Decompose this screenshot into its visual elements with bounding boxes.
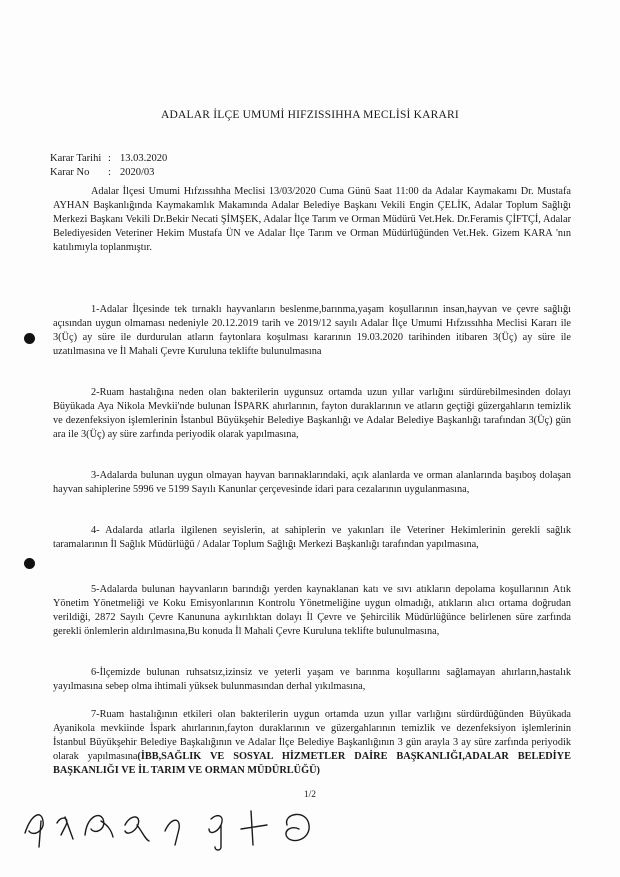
decision-item-2: 2-Ruam hastalığına neden olan bakterilerin uygunsuz ortamda uzun yıllar varlığını sürdürebilmesinden dolayı Büyükada Aya Nikola Mevkii'nde bulunan İSPARK ahırlarının, fayton duraklarının ve atların geçtiği güzergahların temizlik ve dezenfeksiyon işlemlerinin İstanbul Büyükşehir Belediye Başkanlığı ve Adalar Belediye Başkanlığı tarafından 3(Üç) gün ara ile 3(Üç) ay süre zarfında periyodik olarak yapılmasına, <box>53 387 571 440</box>
decision-no-label: Karar No <box>50 167 90 178</box>
decision-date-label: Karar Tarihi <box>50 153 102 164</box>
decision-date-row <box>50 153 167 164</box>
decision-no-colon: : <box>108 167 111 178</box>
handwritten-signatures <box>15 795 355 855</box>
decision-item-7 <box>53 708 571 778</box>
intro-paragraph: Adalar İlçesi Umumi Hıfzıssıhha Meclisi 13/03/2020 Cuma Günü Saat 11:00 da Adalar Kaymakamı Dr. Mustafa AYHAN Başkanlığında Kaymakamlık Makamında Adalar Belediye Başkanı Vekili Engin ÇELİK, Adalar Toplum Sağlığı Merkezi Başkanı Vekili Dr.Bekir Necati ŞİMŞEK, Adalar İlçe Tarım ve Orman Müdürü Vet.Hek. Dr.Feramis ÇİFTÇİ, Adalar Belediyesiden Veteriner Hekim Mustafa ÜN ve Adalar İlçe Tarım ve Orman Müdürlüğünden Vet.Hek. Gizem KARA 'nın katılımıyla toplanmıştır. <box>53 186 571 253</box>
decision-item-7-bold: (İBB,SAĞLIK VE SOSYAL HİZMETLER DAİRE BAŞKANLIĞI,ADALAR BELEDİYE BAŞKANLIĞI VE İL TARIM VE ORMAN MÜDÜRLÜĞÜ) <box>53 751 571 776</box>
punch-hole-mark <box>24 558 35 569</box>
document-title: ADALAR İLÇE UMUMİ HIFZISSIHHA MECLİSİ KARARI <box>161 109 459 121</box>
page-number: 1/2 <box>303 790 317 800</box>
decision-item-4: 4- Adalarda atlarla ilgilenen seyislerin, at sahiplerin ve yakınları ile Veteriner Hekimlerinin gerekli sağlık taramalarının İl Sağlık Müdürlüğü / Adalar Toplum Sağlığı Merkezi Başkanlığı tarafından yapılmasına, <box>53 525 571 550</box>
decision-no-value: 2020/03 <box>120 167 155 178</box>
decision-date-value: 13.03.2020 <box>120 153 168 164</box>
decision-item-3: 3-Adalarda bulunan uygun olmayan hayvan barınaklarındaki, açık alanlarda ve orman alanlarında başıboş dolaşan hayvan sahiplerine 5996 ve 5199 Sayılı Kanunlar çerçevesinde idari para cezalarının uygulanmasına, <box>53 470 571 495</box>
decision-no-row <box>50 167 154 178</box>
decision-item-1: 1-Adalar İlçesinde tek tırnaklı hayvanların beslenme,barınma,yaşam koşullarının insan,hayvan ve çevre sağlığı açısından uygun olmaması nedeniyle 20.12.2019 tarih ve 2019/12 sayılı Adalar İlçe Umumi Hıfzıssıhha Meclisi Kararı ile 3(Üç) ay süre ile durdurulan atların faytonlara koşulması kararının 19.03.2020 tarihinden itibaren 3(Üç) ay süre ile uzatılmasına ve İl Mahali Çevre Kuruluna teklifte bulunulmasına <box>53 304 571 357</box>
decision-item-6: 6-İlçemizde bulunan ruhsatsız,izinsiz ve yeterli yaşam ve barınma koşullarını sağlamayan ahırların,hastalık yayılmasına sebep olma ihtimali yüksek bulunmasından derhal yıkılmasına, <box>53 667 571 692</box>
decision-item-7-text: 7-Ruam hastalığının etkileri olan bakterilerin uygun ortamda uzun yıllar varlığını sürdürdüğünden Büyükada Ayanikola mevkiinde İspark ahırlarının,fayton duraklarının ve güzergahlarının temizlik ve dezenfeksiyon işlemlerinin İstanbul Büyükşehir Belediye Başkalığının ve Adalar İlçe Belediye Başkanlığının 3 gün arayla 3 ay süre zarfında periyodik olarak yapılmasına <box>53 709 571 762</box>
decision-item-5: 5-Adalarda bulunan hayvanların barındığı yerden kaynaklanan katı ve sıvı atıkların depolama koşullarının Atık Yönetim Yönetmeliği ve Koku Emisyonlarının Kontrolu Yönetmeliğine uygun olmadığı, atıkların alıcı ortama doğrudan verildiği, 2872 Sayılı Çevre Kanununa aykırılıktan dolayı İl Çevre ve Şehircilik Müdürlüğünce belirlenen süre zarfında gerekli önlemlerin aldırılmasına,Bu konuda İl Mahali Çevre Kuruluna teklifte bulunulmasına, <box>53 584 571 637</box>
punch-hole-mark <box>24 333 35 344</box>
decision-date-colon: : <box>108 153 111 164</box>
